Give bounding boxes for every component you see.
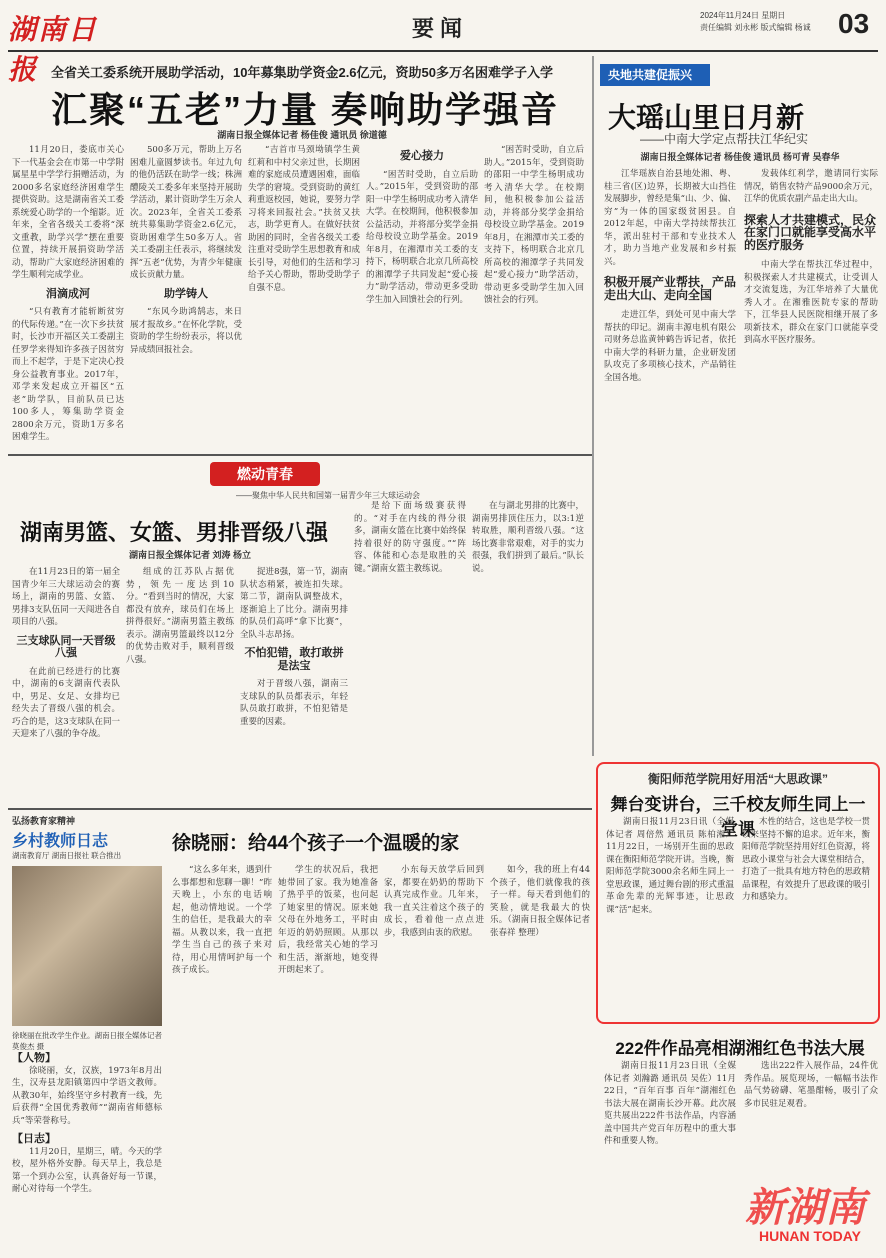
lead-byline: 湖南日报全媒体记者 杨佳俊 通讯员 徐道德: [217, 130, 387, 140]
special-badge: 央地共建促振兴: [600, 64, 710, 86]
staff-credits: 责任编辑 刘永彬 版式编辑 杨诚: [700, 23, 811, 32]
lead-paragraph: “只有教育才能斩断贫穷的代际传递。”在一次下乡扶贫时，长沙市开福区关工委副主任罗学来得知许多孩子因贫穷而上不起学，于是下定决心投身公益教育事业。2017年，邓学来发起成立开福区“五老”助学队，目前队员已达100多人，筹集助学资金2800余万元，资助1万多名困难学生。: [12, 307, 124, 442]
right-subhead-2: 探索人才共建模式，民众在家门口就能享受高水平的医疗服务: [744, 212, 877, 252]
lead-subhead-3: 爱心接力: [400, 150, 444, 162]
lead-paragraph: “困苦时受助，自立后助人。”2015年，受到资助的邵阳一中学生杨明成功考入清华大学。在校期间，他积极参加公益活动，并将部分奖学金捐给母校设立助学基金。2019年8月，在湘潭市关工委的支持下，杨明联合北京几所高校的湘潭学子共同发起“爱心接力”助学活动，带动更多受助学生加入回馈社会的行列。: [366, 169, 478, 305]
photo-caption: 徐晓丽在批改学生作业。湖南日报全媒体记者 莫俊杰 摄: [12, 1031, 162, 1051]
sports-paragraph: 对于晋级八强，湖南三支球队的队员都表示，年轻队员敢打敢拼，不怕犯错是重要的因素。: [240, 679, 348, 727]
right-paragraph: 走进江华，到处可见中南大学帮扶的印记。湖南丰源电机有限公司财务总监黄钟鹤告诉记者，依托中南大学的科研力量，企业研发团队攻克了多项核心技术，产品销往全国各地。: [604, 310, 736, 383]
right-paragraph: 中南大学在帮扶江华过程中，积极探索人才共建模式，让受训人才交流复选，为江华培养了大量优秀人才。在湘雅医院专家的帮助下，江华县人民医院相继开展了多项新技术，群众在家门口就能享受到高水平医疗服务。: [744, 260, 878, 345]
calligraphy-paragraph: 选出222件入展作品，24件优秀作品。展览现场，一幅幅书法作品气势磅礴、笔墨酣畅，吸引了众多市民驻足观看。: [744, 1061, 878, 1109]
right-subhead-1: 积极开展产业帮扶，产品走出大山、走向全国: [604, 275, 736, 302]
bio-label: 【人物】: [12, 1052, 56, 1064]
sports-subhead-1: 三支球队同一天晋级八强: [16, 634, 116, 659]
campus-column-2: [742, 816, 870, 1016]
calligraphy-paragraph: 湖南日报11月23日讯（全媒体记者 刘瀚潞 通讯员 吴佐）11月22日，“百年百事 百年”湖湘红色书法大展在湖南长沙开幕。此次展览共展出222件书法作品，内容涵盖中国共产党百年历程中的重大事件和重要人物。: [604, 1061, 736, 1146]
village-paragraph: 学生的状况后，我把她带回了家。我为她准备了热乎乎的饭菜，也问起了她家里的情况。原来她父母在外地务工，平时由年迈的奶奶照顾。从那以后，我经常关心她的学习和生活，渐渐地，她变得开朗起来了。: [278, 865, 378, 975]
diary-text: 11月20日，星期三，晴。今天的学校，屋外格外安静。每天早上，我总是第一个到办公室，认真备好每一节课，耐心对待每一个学生。: [12, 1146, 162, 1194]
campus-paragraph: 湖南日报11月23日讯（全媒体记者 周倍然 通讯员 陈柏湘）11月22日，一场别开生面的思政课在衡阳师范学院开讲。当晚，衡阳师范学院3000余名师生同上一堂思政课，通过舞台剧的形式重温革命先辈的光辉事迹，让思政课“活”起来。: [606, 817, 734, 915]
lead-column-2: [130, 144, 242, 444]
village-column-1: [172, 864, 272, 1254]
lead-column-5: [484, 144, 584, 444]
village-column-3: [384, 864, 484, 1254]
diary-label: 【日志】: [12, 1133, 56, 1145]
bio-text: 徐晓丽，女，汉族，1973年8月出生，汉寿县龙阳镇第四中学语文教师。从教30年，始终坚守乡村教育一线，先后获得“全国优秀教师”“湖南省师德标兵”等荣誉称号。: [12, 1065, 162, 1126]
lead-column-4: [366, 144, 478, 444]
sports-paragraph: 捉进8强，第一节，湖南队状态稍紧，被连扣失球。第二节，湖南队调整战术，逐渐追上了比分。湖南男排的队员们高呼“拿下比赛”，全队斗志昂扬。: [240, 567, 348, 640]
village-label: 弘扬教育家精神: [12, 816, 76, 826]
village-paragraph: “这么多年来，遇到什么事都想和您聊一聊！”昨天晚上，小东的电话响起，他动情地说。一个学生的信任，是我最大的幸福。从教以来，我一直把学生当自己的孩子来对待，用心用情呵护每一个孩子成长。: [172, 865, 272, 975]
sports-banner-sub: ——聚焦中华人民共和国第一届青少年三大球运动会: [236, 491, 420, 500]
sports-column-4: [354, 500, 466, 802]
village-column-2: [278, 864, 378, 1254]
right-headline: 大瑶山里日月新: [608, 102, 805, 133]
lead-paragraph: 500多万元，帮助上万名困难儿童圆梦读书。年过九旬的他仍活跃在助学一线；株洲醴陵关工委多年来坚持开展助学活动，累计资助学生万余人次。2023年，全省关工委系统共募集助学资金2.6亿元，资助困难学生50多万人。省关工委副主任表示，将继续发挥“五老”优势，为青少年健康成长贡献力量。: [130, 145, 242, 280]
brand-watermark: 新湖南: [745, 1184, 865, 1231]
brand-watermark-sub: HUNAN TODAY: [759, 1228, 861, 1244]
lead-paragraph: 11月20日，娄底市关心下一代基金会在市第一中学附属星星中学学行捐赠活动，为2000多名家庭经济困难学生提供资助。这是湖南省关工委系统爱心助学的一个缩影。近年来，全省各级关工委将“深文重教，助学兴学”摆在重要位置，持续开展捐资助学活动，帮助广大家庭经济困难的学生顺利完成学业。: [12, 145, 124, 280]
calligraphy-column-1: [604, 1060, 736, 1250]
lead-subhead-2: 助学铸人: [164, 287, 208, 300]
right-byline: 湖南日报全媒体记者 杨佳俊 通讯员 杨可青 吴春华: [640, 152, 840, 162]
lead-headline: 汇聚“五老”力量 奏响助学强音: [50, 89, 559, 130]
column-divider: [592, 56, 594, 756]
sports-paragraph: 在11月23日的第一届全国青少年三大球运动会的赛场上，湖南的男篮、女篮、男排3支队伍同一天闯进各自项目的八强。: [12, 567, 120, 627]
lead-subhead-1: 涓滴成河: [46, 287, 90, 300]
right-column-2: [744, 168, 878, 748]
sports-banner: 燃动青春: [210, 462, 320, 486]
lead-kicker: 全省关工委系统开展助学活动，10年募集助学资金2.6亿元，资助50多万名困难学子入学: [51, 65, 553, 80]
sports-paragraph: 在与湖北男排的比赛中，湖南男排顶住压力，以3:1逆转取胜，顺利晋级八强。“这场比赛非常艰难，对手的实力很强，我们拼到了最后。”队长说。: [472, 501, 584, 574]
lead-paragraph: “困苦时受助，自立后助人。”2015年，受到资助的邵阳一中学生杨明成功考入清华大学。在校期间，他积极参加公益活动，并将部分奖学金捐给母校设立助学基金。2019年8月，在湘潭市关工委的支持下，杨明联合北京几所高校的湘潭学子共同发起“爱心接力”助学活动，带动更多受助学生加入回馈社会的行列。: [484, 145, 584, 305]
campus-kicker: 衡阳师范学院用好用活“大思政课”: [647, 772, 828, 786]
sports-byline: 湖南日报全媒体记者 刘涛 杨立: [128, 550, 251, 560]
section-rule: [8, 454, 592, 456]
right-subhead: ——中南大学定点帮扶江华纪实: [640, 132, 809, 146]
sports-headline: 湖南男篮、女篮、男排晋级八强: [20, 520, 329, 545]
issue-date: 2024年11月24日 星期日: [700, 11, 786, 20]
village-sidebar: [12, 1052, 162, 1252]
section-rule: [8, 808, 592, 810]
newspaper-logo: 湖南日报: [8, 13, 99, 86]
right-paragraph: 发载体红利学，邀请同行实际情况，销售农特产品9000余万元，江华的优质农副产品走出大山。: [744, 169, 878, 204]
village-column-4: [490, 864, 590, 1254]
page-number: 03: [838, 8, 870, 39]
lead-column-1: [12, 144, 124, 444]
village-column-name: 乡村教师日志: [12, 833, 109, 850]
campus-paragraph: 木性的结合，这也是学校一贯以来坚持不懈的追求。近年来，衡阳师范学院坚持用好红色资源，将思政小课堂与社会大课堂相结合，打造了一批具有地方特色的思政精品课程，有效提升了思政课的吸引力和感染力。: [742, 817, 870, 902]
sports-column-3: [240, 566, 348, 802]
sports-paragraph: 组成的江苏队占据优势，领先一度达到10分。“看到当时的情况，大家都没有放弃，球员们在场上拼得很好。”湖南男篮主教练表示。湖南男篮最终以12分的优势击败对手，顺利晋级八强。: [126, 567, 234, 665]
calligraphy-column-2: [744, 1060, 878, 1170]
campus-headline: 舞台变讲台，三千校友师生同上一堂课: [610, 795, 866, 839]
masthead-rule: [8, 50, 878, 52]
sports-column-2: [126, 566, 234, 802]
right-paragraph: 江华瑶族自治县地处湘、粤、桂三省(区)边界，长期被大山挡住发展脚步，曾经是集“山、少、偏、穷”为一体的国家级贫困县。自2012年起，中南大学持续帮扶江华，派出驻村干部和专业技术人才，助力当地产业发展和乡村振兴。: [604, 169, 736, 267]
sports-column-5: [472, 500, 584, 802]
lead-paragraph: “东风今助鸿鹄志，来日展才报故乡。”在怀化学院，受资助的学生纷纷表示，将以优异成绩回报社会。: [130, 307, 242, 355]
sports-paragraph: 在此前已经进行的比赛中，湖南的6支湖南代表队中，男足、女足、女排均已经失去了晋级八强的机会。巧合的是，这3支球队在同一天迎来了八强的争夺战。: [12, 666, 120, 739]
sports-column-1: [12, 566, 120, 802]
calligraphy-headline: 222件作品亮相湖湘红色书法大展: [615, 1039, 865, 1058]
village-headline: 徐晓丽：给44个孩子一个温暖的家: [172, 833, 460, 854]
lead-column-3: [248, 144, 360, 444]
village-paragraph: 小东每天放学后回到家，都要在奶奶的帮助下认真完成作业。几年来，我一直关注着这个孩子的成长，看着他一点点进步，我感到由衷的欣慰。: [384, 865, 484, 938]
right-column-1: [604, 168, 736, 748]
village-paragraph: 如今，我的班上有44个孩子，他们就像我的孩子一样。每天看到他们的笑脸，就是我最大的快乐。（湖南日报全媒体记者 张春祥 整理）: [490, 865, 590, 938]
lead-paragraph: “吉首市马颈坳镇学生黄红莉和中村父亲过世，长期困难的家庭成员遭遇困难，面临失学的窘境。受到资助的黄红莉重返校园，她说，要努力学习将来回报社会。”扶贫又扶志，助学更育人。在做好扶贫助困的同时，全省各级关工委注重对受助学生思想教育和成长引导，对他们的生活和学习给予关心帮助，帮助受助学子自强不息。: [248, 145, 360, 293]
campus-column-1: [606, 816, 734, 1016]
section-name: 要闻: [411, 16, 468, 42]
sports-paragraph: 是给下面场级赛获得的。“对手在内线的得分很多，湖南女篮在比赛中始终保持着很好的防守强度。”“阵容、体能和心态是取胜的关键。”湖南女篮主教练说。: [354, 501, 466, 574]
teacher-photo: [12, 866, 162, 1026]
sports-subhead-2: 不怕犯错，敢打敢拼是法宝: [244, 647, 344, 672]
village-partners: 湖南教育厅 湖南日报社 联合推出: [12, 851, 122, 860]
header-meta: [700, 10, 830, 34]
